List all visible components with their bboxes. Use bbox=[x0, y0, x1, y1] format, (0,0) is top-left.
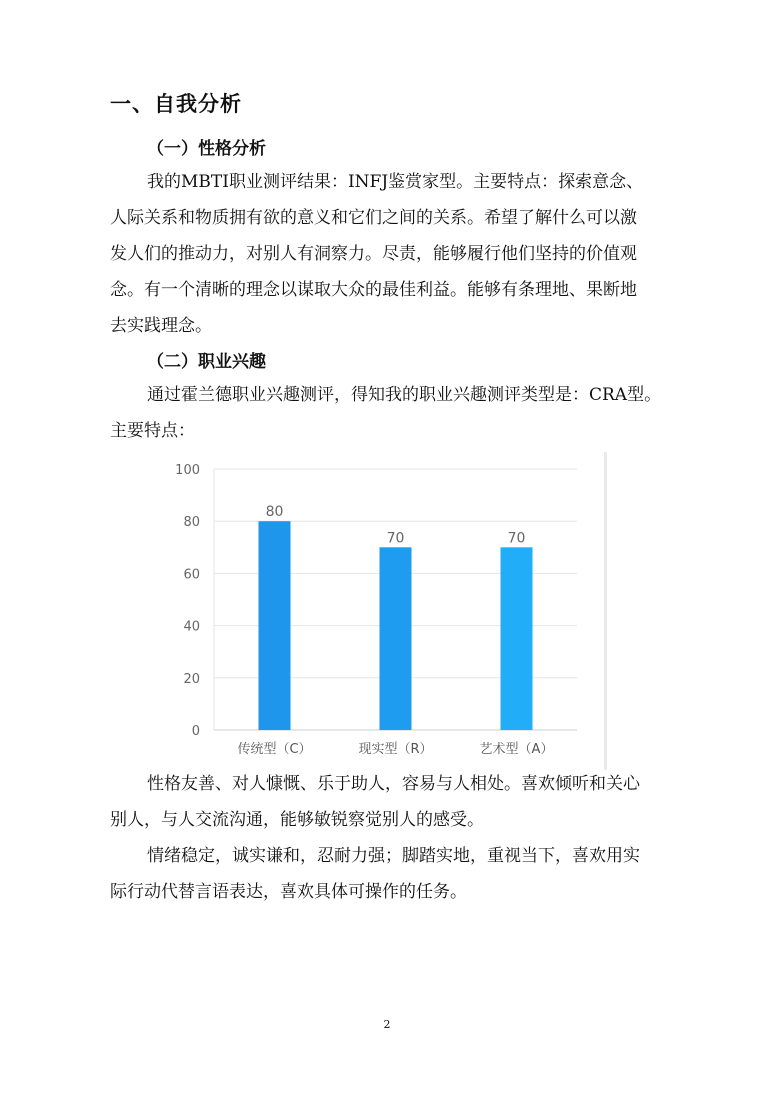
y-tick-label: 40 bbox=[183, 619, 200, 635]
bar bbox=[380, 547, 412, 730]
y-tick-label: 80 bbox=[183, 515, 200, 531]
holland-interest-bar-chart bbox=[172, 452, 612, 770]
text-line: 际行动代替言语表达，喜欢具体可操作的任务。 bbox=[110, 882, 467, 902]
bar bbox=[501, 547, 533, 730]
personality-paragraph bbox=[110, 164, 695, 344]
text-line: 念。有一个清晰的理念以谋取大众的最佳利益。能够有条理地、果断地 bbox=[110, 280, 637, 300]
page-number: 2 bbox=[383, 1018, 391, 1031]
x-tick-label: 传统型（C） bbox=[237, 742, 312, 757]
text-line: 通过霍兰德职业兴趣测评，得知我的职业兴趣测评类型是：CRA型。 bbox=[147, 385, 662, 405]
text-line: 去实践理念。 bbox=[110, 316, 212, 336]
bar-value-label: 70 bbox=[507, 530, 526, 547]
trait-paragraph-2 bbox=[110, 838, 695, 910]
section-title-personality: （一）性格分析 bbox=[147, 139, 266, 159]
text-line: 人际关系和物质拥有欲的意义和它们之间的关系。希望了解什么可以激 bbox=[110, 208, 637, 228]
chart-right-divider bbox=[604, 452, 607, 770]
section-title-career-interest: （二）职业兴趣 bbox=[147, 352, 266, 372]
heading-self-analysis: 一、自我分析 bbox=[110, 91, 242, 116]
y-tick-label: 0 bbox=[191, 724, 200, 739]
bar bbox=[259, 521, 291, 730]
x-tick-label: 艺术型（A） bbox=[479, 742, 554, 757]
y-tick-label: 60 bbox=[183, 567, 200, 583]
y-tick-label: 20 bbox=[183, 671, 200, 687]
text-line: 发人们的推动力，对别人有洞察力。尽责，能够履行他们坚持的价值观 bbox=[110, 244, 637, 264]
text-line: 主要特点： bbox=[110, 421, 195, 441]
y-tick-label: 100 bbox=[175, 463, 200, 478]
text-line: 情绪稳定，诚实谦和，忍耐力强；脚踏实地，重视当下，喜欢用实 bbox=[147, 846, 640, 866]
trait-paragraph-1 bbox=[110, 766, 695, 838]
text-line: 性格友善、对人慷慨、乐于助人，容易与人相处。喜欢倾听和关心 bbox=[147, 774, 640, 794]
bar-value-label: 80 bbox=[265, 504, 284, 521]
bar-value-label: 70 bbox=[386, 530, 405, 547]
text-line: 我的MBTI职业测评结果：INFJ鉴赏家型。主要特点：探索意念、 bbox=[147, 172, 644, 192]
text-line: 别人，与人交流沟通，能够敏锐察觉别人的感受。 bbox=[110, 810, 484, 830]
career-interest-paragraph bbox=[110, 377, 695, 449]
x-tick-label: 现实型（R） bbox=[358, 742, 433, 757]
